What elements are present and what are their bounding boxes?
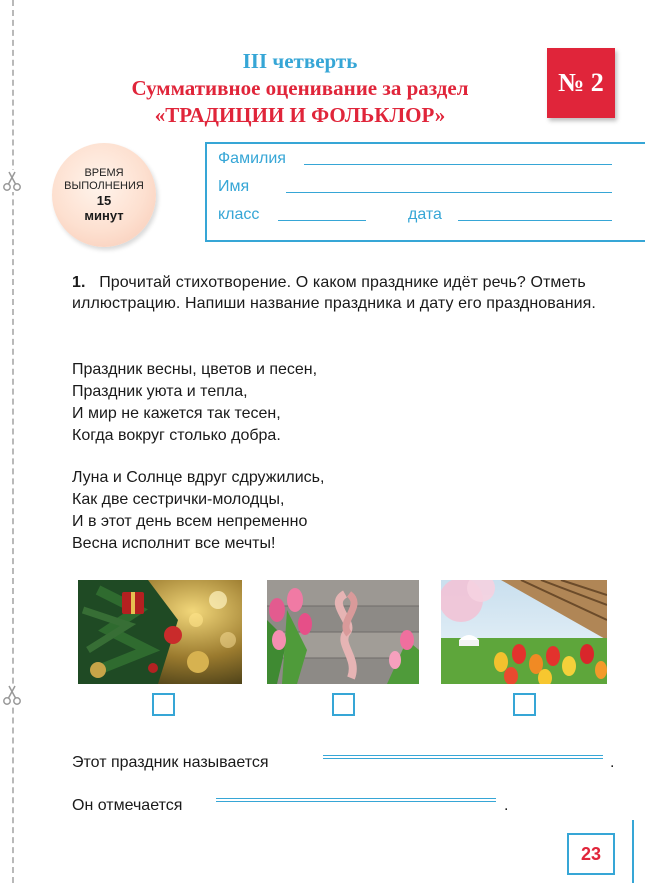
page-number: 23 (580, 843, 602, 864)
poem-stanza-1 (72, 359, 317, 447)
time-label-1: ВРЕМЯ (84, 167, 124, 179)
holiday-name-label: Этот праздник называется (72, 754, 269, 771)
scissors-icon (1, 684, 23, 706)
assessment-title: Суммативное оценивание за раздел (131, 76, 469, 100)
time-label-2: ВЫПОЛНЕНИЯ (64, 180, 144, 192)
time-unit: минут (84, 208, 124, 223)
time-value: 15 (96, 193, 112, 208)
surname-field[interactable] (304, 164, 612, 165)
poem-line: Весна исполнит все мечты! (72, 535, 276, 552)
page-number-box (567, 833, 615, 875)
page-header (80, 48, 520, 129)
date-label: дата (408, 206, 442, 223)
yurt-tulips-checkbox[interactable] (513, 693, 536, 716)
poem-stanza-2 (72, 467, 324, 555)
class-label: класс (218, 206, 260, 223)
christmas-tree-image (78, 580, 242, 684)
holiday-date-period: . (504, 797, 509, 814)
time-limit-badge (52, 143, 156, 247)
holiday-name-field[interactable] (323, 755, 603, 759)
tulips-ribbon-image (267, 580, 419, 684)
holiday-date-field[interactable] (216, 798, 496, 802)
poem-line: Праздник уюта и тепла, (72, 383, 248, 400)
name-field[interactable] (286, 192, 612, 193)
christmas-tree-checkbox[interactable] (152, 693, 175, 716)
yurt-tulips-image (441, 580, 607, 684)
task-instruction (72, 272, 632, 314)
holiday-date-label: Он отмечается (72, 797, 183, 814)
poem-line: И в этот день всем непременно (72, 513, 308, 530)
task-number: 1. (72, 274, 86, 291)
poem-line: Праздник весны, цветов и песен, (72, 361, 318, 378)
date-field[interactable] (458, 220, 612, 221)
poem-line: Как две сестрички-молодцы, (72, 491, 285, 508)
task-text: Прочитай стихотворение. О каком празднике идёт речь? Отметь иллюстрацию. Напиши название праздника и дату его празднования. (72, 274, 596, 312)
cut-line (12, 0, 14, 883)
assessment-number-badge: № 2 (547, 48, 615, 118)
surname-label: Фамилия (218, 150, 286, 167)
tulips-ribbon-checkbox[interactable] (332, 693, 355, 716)
class-field[interactable] (278, 220, 366, 221)
name-label: Имя (218, 178, 250, 195)
scissors-icon (1, 170, 23, 192)
poem-line: Луна и Солнце вдруг сдружились, (72, 469, 325, 486)
poem-line: Когда вокруг столько добра. (72, 427, 281, 444)
section-title: «ТРАДИЦИИ И ФОЛЬКЛОР» (154, 103, 446, 127)
page-corner-line (632, 820, 667, 883)
holiday-name-period: . (610, 754, 615, 771)
quarter-label: III четверть (242, 49, 358, 73)
poem-line: И мир не кажется так тесен, (72, 405, 281, 422)
